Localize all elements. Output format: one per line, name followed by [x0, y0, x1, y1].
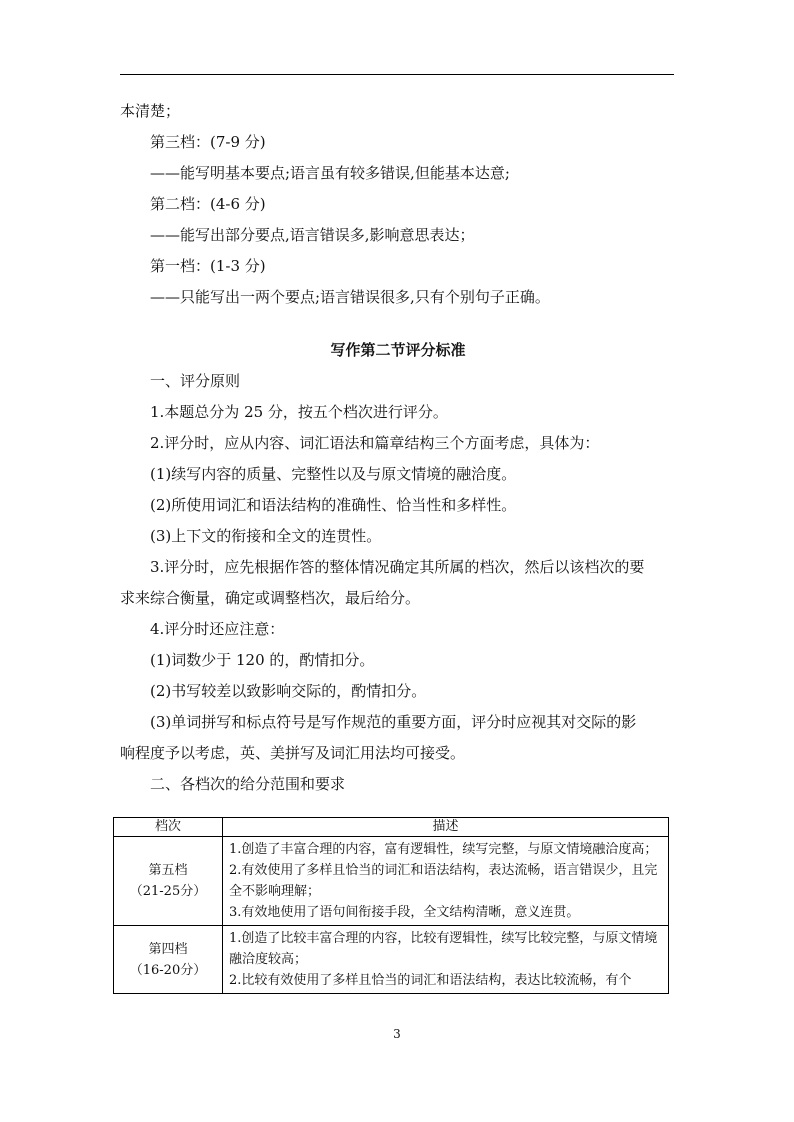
- level-name: 第五档: [148, 863, 188, 878]
- description-item: 1.创造了比较丰富合理的内容，比较有逻辑性，续写比较完整，与原文情境融洽度较高；: [229, 931, 658, 967]
- level2-title: 第二档：(4-6 分): [150, 195, 266, 213]
- level2-desc: ——能写出部分要点,语言错误多,影响意思表达；: [150, 226, 475, 244]
- level-name: 第四档: [148, 941, 188, 957]
- header-rule: [120, 74, 674, 75]
- continuation-text: 本清楚；: [120, 102, 181, 120]
- description-item: 1.创造了丰富合理的内容，富有逻辑性，续写完整，与原文情境融洽度高；: [229, 842, 658, 857]
- principle-4-item-1: (1)词数少于 120 的，酌情扣分。: [150, 651, 375, 669]
- page-number: 3: [393, 1027, 401, 1041]
- description-cell: [223, 926, 669, 994]
- scoring-table: [113, 817, 669, 994]
- header-description: 描述: [223, 818, 669, 837]
- table-row: [114, 926, 669, 994]
- level3-desc: ——能写明基本要点;语言虽有较多错误,但能基本达意;: [150, 164, 510, 182]
- principle-1: 1.本题总分为 25 分，按五个档次进行评分。: [150, 403, 448, 421]
- principle-2-item-2: (2)所使用词汇和语法结构的准确性、恰当性和多样性。: [150, 496, 517, 514]
- table-row: [114, 837, 669, 926]
- description-cell: [223, 837, 669, 926]
- principle-3-line-2: 求来综合衡量，确定或调整档次，最后给分。: [120, 589, 421, 607]
- level-range: （16-20分）: [129, 962, 207, 978]
- section-gap: [120, 313, 676, 335]
- principle-2-item-3: (3)上下文的衔接和全文的连贯性。: [150, 527, 382, 545]
- principle-3-line-1: 3.评分时，应先根据作答的整体情况确定其所属的档次，然后以该档次的要: [150, 558, 645, 576]
- level1-desc: ——只能写出一两个要点;语言错误很多,只有个别句子正确。: [150, 288, 550, 306]
- principle-4-item-3-line-1: (3)单词拼写和标点符号是写作规范的重要方面，评分时应视其对交际的影: [150, 713, 637, 731]
- principle-2-item-1: (1)续写内容的质量、完整性以及与原文情境的融洽度。: [150, 465, 517, 483]
- description-item: 3.有效地使用了语句间衔接手段，全文结构清晰，意义连贯。: [229, 905, 580, 920]
- description-item: 2.有效使用了多样且恰当的词汇和语法结构，表达流畅，语言错误少，且完全不影响理解；: [229, 863, 658, 899]
- ranges-heading: 二、各档次的给分范围和要求: [150, 775, 346, 793]
- level-cell: [114, 837, 223, 926]
- section-title: 写作第二节评分标准: [330, 341, 466, 359]
- level-cell: [114, 926, 223, 994]
- table-header-row: [114, 818, 669, 837]
- level3-title: 第三档：(7-9 分): [150, 133, 266, 151]
- document-body: [120, 96, 676, 800]
- header-level: 档次: [114, 818, 223, 837]
- principle-4-item-3-line-2: 响程度予以考虑，英、美拼写及词汇用法均可接受。: [120, 744, 466, 762]
- principle-4-item-2: (2)书写较差以致影响交际的，酌情扣分。: [150, 682, 427, 700]
- description-item: 2.比较有效使用了多样且恰当的词汇和语法结构，表达比较流畅，有个: [229, 973, 632, 988]
- principle-2: 2.评分时，应从内容、词汇语法和篇章结构三个方面考虑，具体为：: [150, 434, 600, 452]
- level-range: （21-25分）: [129, 884, 207, 899]
- principles-heading: 一、评分原则: [150, 372, 241, 390]
- principle-4: 4.评分时还应注意：: [150, 620, 285, 638]
- level1-title: 第一档：(1-3 分): [150, 257, 266, 275]
